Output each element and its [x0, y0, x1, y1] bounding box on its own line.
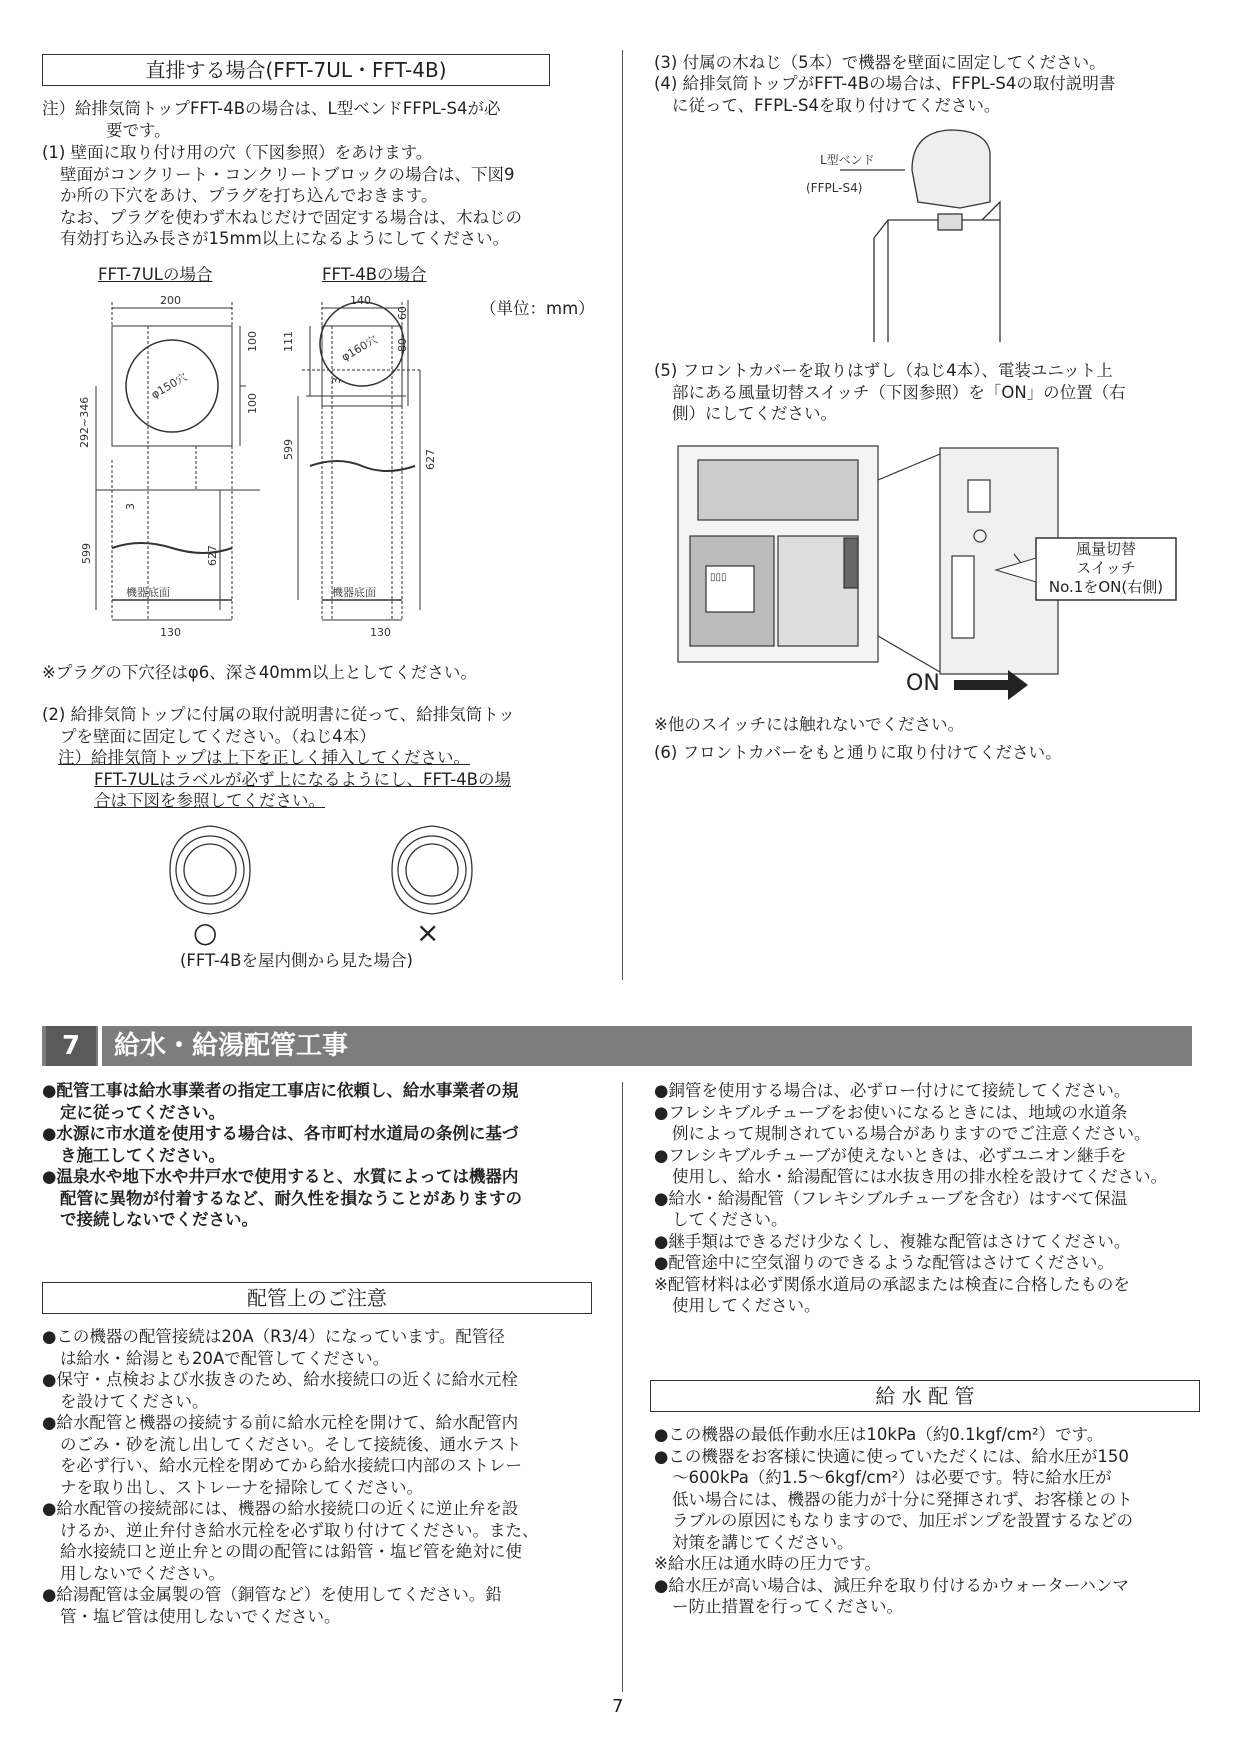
note-line: 例によって規制されている場合がありますのでご注意ください。: [672, 1124, 1151, 1143]
supply-line: ●この機器の最低作動水圧は10kPa（約0.1kgf/cm²）です。: [654, 1425, 1104, 1444]
dim-4b-width: 140: [350, 294, 371, 307]
bold-line: 定に従ってください。: [60, 1102, 225, 1122]
dim-7ul-hole: φ150穴: [148, 370, 190, 402]
dim-4b-h1: 60: [396, 306, 409, 320]
step-line: 壁面がコンクリート・コンクリートブロックの場合は、下図9: [60, 164, 515, 184]
callout-line: 風量切替: [1075, 540, 1136, 558]
step-6: (6) フロントカバーをもと通りに取り付けてください。: [654, 743, 1062, 762]
orientation-diagram: [160, 820, 480, 920]
note-line: 要です。: [106, 120, 171, 140]
plug-note: ※プラグの下穴径はφ6、深さ40mm以上としてください。: [42, 663, 477, 682]
bold-line: ●温泉水や地下水や井戸水で使用すると、水質によっては機器内: [42, 1167, 519, 1186]
step-2: [42, 704, 602, 747]
bend-label-1: L型ベンド: [820, 153, 875, 167]
supply-line: ●この機器をお客様に快適に使っていただくには、給水圧が150: [654, 1446, 1129, 1466]
step-line: 有効打ち込み長さが15mm以上になるようにしてください。: [60, 229, 510, 248]
unit-label: （単位：mm）: [480, 299, 595, 318]
callout-line: スイッチ: [1076, 559, 1136, 577]
supply-line: 低い場合には、機器の能力が十分に発揮されず、お客様とのト: [672, 1489, 1133, 1509]
step-1: [42, 142, 602, 250]
dim-4b-h2: 80: [396, 338, 409, 352]
step-line: プを壁面に固定してください。（ねじ4本）: [60, 726, 376, 746]
caution-line: は給水・給湯とも20Aで配管してください。: [60, 1348, 390, 1368]
dim-7ul-bottom-width: 130: [160, 626, 181, 639]
supply-title: 給 水 配 管: [875, 1384, 975, 1408]
step-line: に従って、FFPL-S4を取り付けてください。: [672, 95, 1001, 115]
bold-line: で接続しないでください。: [60, 1210, 258, 1229]
switch-note: ※他のスイッチには触れないでください。: [654, 715, 965, 734]
step-3: (3) 付属の木ねじ（5本）で機器を壁面に固定してください。: [654, 53, 1106, 72]
caution-line: を設けてください。: [60, 1391, 209, 1411]
note-block: [42, 98, 602, 141]
note-line: 使用し、給水・給湯配管には水抜き用の排水栓を設けてください。: [672, 1167, 1167, 1186]
dim-4b-small: 3: [330, 377, 343, 384]
section-header-divider: [98, 1026, 102, 1066]
supply-line: ラブルの原因にもなりますので、加圧ポンプを設置するなどの: [672, 1511, 1134, 1530]
bend-label-2: (FFPL-S4): [806, 181, 863, 195]
note-line: ※配管材料は必ず関係水道局の承認または検査に合格したものを: [654, 1274, 1130, 1294]
page-number: 7: [612, 1696, 624, 1717]
bold-line: ●水源に市水道を使用する場合は、各市町村水道局の条例に基づ: [42, 1124, 519, 1143]
dim-4b-v2: 627: [424, 449, 437, 470]
note-line: してください。: [672, 1210, 788, 1229]
supply-line: ※給水圧は通水時の圧力です。: [654, 1554, 882, 1573]
column-divider-bottom: [622, 1082, 623, 1692]
dim-7ul-bottom-label: 機器底面: [126, 586, 170, 599]
step-line: 部にある風量切替スイッチ（下図参照）を「ON」の位置（右: [672, 382, 1126, 402]
caution-line: けるか、逆止弁付き給水元栓を必ず取り付けてください。また、: [60, 1520, 539, 1540]
hole-diagrams: [70, 290, 570, 650]
note-line: ●継手類はできるだけ少なくし、複雑な配管はさけてください。: [654, 1231, 1131, 1251]
section-title-text: 直排する場合(FFT-7UL・FFT-4B): [145, 58, 447, 82]
supply-title-box: [650, 1380, 1200, 1412]
svg-text:▯▯▯: ▯▯▯: [710, 572, 727, 583]
dim-4b-hole: φ160穴: [339, 332, 380, 364]
caution-line: ●給湯配管は金属製の管（銅管など）を使用してください。鉛: [42, 1585, 502, 1604]
step-4: [654, 73, 1214, 116]
dim-4b-bottom-label: 機器底面: [332, 586, 376, 599]
caution-title: 配管上のご注意: [247, 1286, 387, 1310]
section-7-bold-notes: [42, 1080, 612, 1231]
supply-line: ー防止措置を行ってください。: [672, 1597, 903, 1616]
caution-line: ●給水配管と機器の接続する前に給水元栓を開けて、給水配管内: [42, 1413, 519, 1432]
dim-7ul-h1: 100: [246, 331, 259, 352]
column-divider: [622, 50, 623, 980]
ok-mark: ○: [193, 916, 218, 949]
supply-list: [654, 1424, 1214, 1618]
supply-line: ～600kPa（約1.5～6kgf/cm²）は必要です。特に給水圧が: [672, 1468, 1112, 1487]
section-title-direct-exhaust: [42, 54, 550, 86]
step-line: (4) 給排気筒トップがFFT-4Bの場合は、FFPL-S4の取付説明書: [654, 74, 1116, 93]
step-line: (5) フロントカバーを取りはずし（ねじ4本）、電装ユニット上: [654, 361, 1113, 380]
bold-line: き施工してください。: [60, 1145, 225, 1165]
note-line: ●フレシキブルチューブが使えないときは、必ずユニオン継手を: [654, 1145, 1127, 1165]
dim-7ul-small: 3: [124, 503, 137, 510]
note-line: 注）給排気筒トップFFT-4Bの場合は、L型ベンドFFPL-S4が必: [42, 99, 501, 118]
dim-7ul-h2: 100: [246, 393, 259, 414]
note-line: ●給水・給湯配管（フレキシブルチューブを含む）はすべて保温: [654, 1188, 1128, 1208]
note-line: 使用してください。: [672, 1296, 821, 1315]
bold-line: ●配管工事は給水事業者の指定工事店に依頼し、給水事業者の規: [42, 1081, 519, 1100]
dim-7ul-width: 200: [160, 294, 181, 307]
caution-line: 給水接続口と逆止弁との間の配管には鉛管・塩ビ管を絶対に使: [60, 1542, 522, 1561]
dim-7ul-v2: 627: [206, 545, 219, 566]
step-line: (1) 壁面に取り付け用の穴（下図参照）をあけます。: [42, 143, 433, 162]
view-caption: (FFT-4Bを屋内側から見た場合): [180, 951, 413, 970]
diagram-label-4b: FFT-4Bの場合: [322, 265, 427, 284]
dim-7ul-v1: 599: [80, 543, 93, 564]
switch-callout: [1036, 540, 1176, 597]
step-2-note: [58, 747, 618, 812]
right-notes: [654, 1080, 1214, 1317]
section-number: 7: [46, 1026, 96, 1066]
caution-line: ナを取り出し、ストレーナを掃除してください。: [60, 1477, 423, 1497]
dim-4b-left: 111: [282, 331, 295, 352]
step-line: FFT-7ULはラベルが必ず上になるようにし、FFT-4Bの場: [94, 769, 512, 789]
step-line: (2) 給排気筒トップに付属の取付説明書に従って、給排気筒トッ: [42, 705, 515, 724]
callout-line: No.1をON(右側): [1048, 578, 1164, 596]
dim-7ul-range: 292~346: [78, 396, 91, 448]
section-title: 給水・給湯配管工事: [114, 1031, 349, 1061]
bold-line: 配管に異物が付着するなど、耐久性を損なうことがありますの: [60, 1188, 522, 1208]
dim-4b-bottom-width: 130: [370, 626, 391, 639]
l-bend-illustration: [800, 122, 1020, 342]
caution-line: 用しないでください。: [60, 1563, 225, 1583]
supply-line: ●給水圧が高い場合は、減圧弁を取り付けるかウォーターハンマ: [654, 1575, 1129, 1595]
caution-line: のごみ・砂を流し出してください。そして接続後、通水テスト: [60, 1434, 522, 1454]
on-label: ON: [906, 671, 940, 696]
caution-list: [42, 1326, 612, 1627]
note-line: ●銅管を使用する場合は、必ずロー付けにて接続してください。: [654, 1081, 1131, 1100]
step-line: 側）にしてください。: [672, 404, 837, 423]
step-5: [654, 360, 1214, 425]
caution-title-box: [42, 1282, 592, 1314]
caution-line: ●保守・点検および水抜きのため、給水接続口の近くに給水元栓: [42, 1370, 518, 1389]
diagram-label-7ul: FFT-7ULの場合: [98, 265, 213, 284]
step-line: なお、プラグを使わず木ねじだけで固定する場合は、木ねじの: [60, 207, 522, 227]
step-line: 注）給排気筒トップは上下を正しく挿入してください。: [58, 748, 471, 767]
caution-line: ●この機器の配管接続は20A（R3/4）になっています。配管径: [42, 1327, 505, 1346]
note-line: ●フレシキブルチューブをお使いになるときには、地域の水道条: [654, 1102, 1128, 1122]
caution-line: を必ず行い、給水元栓を閉めてから給水接続口内部のストレー: [60, 1456, 522, 1475]
step-line: か所の下穴をあけ、プラグを打ち込んでおきます。: [60, 186, 438, 205]
dim-4b-v1: 599: [282, 439, 295, 460]
supply-line: 対策を講じてください。: [672, 1532, 854, 1552]
caution-line: ●給水配管の接続部には、機器の給水接続口の近くに逆止弁を設: [42, 1499, 519, 1518]
caution-line: 管・塩ビ管は使用しないでください。: [60, 1606, 341, 1626]
step-line: 合は下図を参照してください。: [94, 791, 325, 810]
note-line: ●配管途中に空気溜りのできるような配管はさけてください。: [654, 1253, 1114, 1272]
ng-mark: ×: [416, 916, 440, 949]
